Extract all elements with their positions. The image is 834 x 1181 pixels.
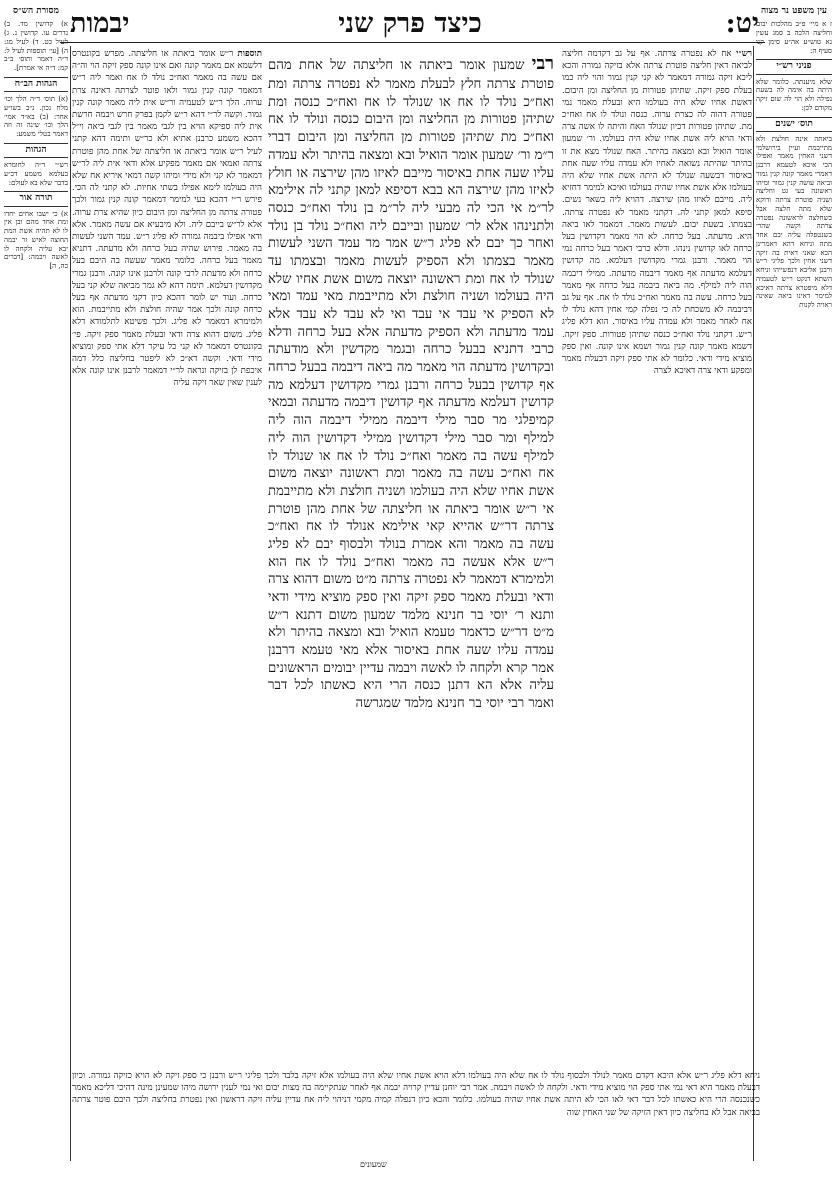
tractate-title: יבמות	[70, 8, 130, 39]
tosafot-yeshanim-text: ביאתה אינה חולצת ולא מתייבמת ועיין בירושלמי דשני האחין מאמר ואפילו הכי איכא לטעמא דרבנן דאמרי מאמר קונה קנין גמור וביאה עושה קנין גמור ומיהו ראשונה בעי גט וחליצה ושניה פוטרת צרתה ודוקא שלא מתה חלצה אבל כשחלצה לראשונה נפטרה צרתה וקשה שהרי כשנטפלה עליה יבם אחד מתה וניחא דהא דאמרינן הכא שאני דאית בה זיקה דשני אחין ולכך פליגי ר״ש ורבנן אליבא דנפשייהו וניחא השתא דנקט ר״ש לטעמיה דלא מיפטרא צרתה דאיכא למימר דאינו ביאה שאינה ראויה לקנות	[756, 134, 832, 309]
tosafot-text: ר״ש אומר ביאתה או חליצתה. מפרש בקונטרס דלשמא אם מאמר קונה ואם אינו קונה ספק זיקה הוי וה״ה אם עשה בה מאמר ואח״כ נולד לו אח ואמר ליה ר״ש דמאמר קונה קנין גמור ולאו פוטר לצרתה דאינה צרת ערוה. הלך ר״ש לטעמיה ור״ש אית ליה מאמר קונה קנין גמור. וקשה לר״י דהא ר״ש לקמן בפרק חרש ויבמה חרשת אית ליה ספיקא הויא בין לגבי מאמר בין לגבי ביאה וי״ל דהכא משמע כרבנן אתיא ולא כר״ש ותימה דהא קתני לעיל ר״ש אומר ביאתה או חליצתה של אחת מהן פוטרת צרתה ואמאי אם מאמר מפקיע אלא ודאי אית ליה לר״ש דמאמר לא קני ולא מידי ומיהו קשה דמאי איריא אח שלא היה בעולמו לימא אפילו בשתי אחיות. לא קתני לה הכי. פירש ר״י דהכא בעי למימר דמאמר קונה קנין גמור ולכך פטורה צרתה מן החליצה ומן היבום כיון שהיא צרת ערוה. אלא לר״ש בייבם ליה. ולא מיבעיא אם עשה מאמר. אלא ודאי אפילו ביבמה גמורה לא פליג ר״ש. עמד השני לעשות בה מאמר. פירוש שהיה בעל כרחה ולא מדעתה. דתניא מאמר בעל כרחה. כלומר מאמר שעשה בה היבם בעל כרחה ולא מדעתה לרבי קונה ולרבנן אינו קונה. ורבנן גמרי מקדושין דעלמא. תימה דהא לא גמר מביאה שלא קני בעל כרחה. ועוד יש לומר דהכא כיון דקני מדעתה אף בעל כרחה קונה ולכך אמר שהיה חולצת ולא מתייבמת. הוא ולמימרא דמאמר לא פליג. ולכך פשיטא לתלמודא דלא פליג. משום דהוא צרה ודאי ובעלת מאמר ספק זיקה. פי׳ בקונטרס דמאמר לא קני כל עיקר דלא אתי ספק ומוציא מידי ודאי. וקשה דא״כ לא ליפטר בחליצה כלל דמה איכפת לן בזיקה ונראה לר״י דמאמר לרבנן אינו קונה אלא לענין שאין שאר זיקה עליה	[72, 49, 262, 389]
bottom-commentary: ניחא דלא פליג ר״ש אלא היכא דקדם מאמר לנולד ולבסוף נולד לו אח שלא היה בעולמו דלא הויא אשת אחיו שלא היה בעולמו אלא זיקה בלבד ולכך פליגי ר״ש ורבנן כי ספק זיקה לא הויא כזיקה גמורה. וכיון דבעלת מאמר היא דאי נמי אתי ספק הוי מוציא מידי ודאי. ולקחה לו לאשה ויבמה. אמר רבי יוחנן עדיין קרויה יבמה אף לאחר שנתקיימה בה מצות יבום ואי נמי לענין ירושה מיהו שמעינן מינה דהיכי דליכא מאמר כשנכנסה הרי היא כאשתו לכל דבר דאי לאו הכי לא היתה אשת אחיו שהיה בעולמו. כלומר והכא כיון דנפלה קמיה מקמי דניהוי ליה אח עדיין עליה זיקה דראשון ואין נפטרת בחליצה ולכך היבם פוטר צרתה בביאה אבל לא בחליצה כיון דאין הזיקה של שני האחין שוה	[72, 1071, 760, 1118]
gemara-text-block	[268, 52, 554, 1062]
hagahot-habach-title: הגהות הב״ח	[4, 77, 68, 92]
ein-mishpat-title: עין משפט נר מצוה	[760, 6, 828, 16]
hagahot-habach-text: (א) תוס׳ ד״ה הלך וכו׳ מלח נכון. נ״ב בשו״ע אחר: (ב) בא״ד אמי׳ הלך וכו׳ שינה זה וזה דאמר בטלי משמע:	[4, 95, 68, 138]
hagahot-title: הגהות	[4, 143, 68, 158]
rashi-title: רש״י	[736, 49, 752, 59]
mesoret-hashas-title: מסורת הש״ס	[13, 6, 59, 16]
ein-mishpat-column	[756, 6, 832, 310]
rashi-commentary	[562, 48, 752, 1098]
tosafot-commentary	[72, 48, 262, 1098]
torah-or-text: א) כי ישבו אחים יחדו ומת אחד מהם ובן אין לו לא תהיה אשת המת החוצה לאיש זר יבמה יבא עליה ולקחה לו לאשה ויבמה: [דברים כה, ה]	[4, 209, 68, 270]
chapter-title: כיצד פרק שני	[338, 8, 482, 39]
ein-mishpat-text: ז א מיי׳ פ״ב מהלכות יבום וחליצה הלכה ב סמג עשין נא טוש״ע אה״ע סימן קנו סעיף ה:	[756, 20, 832, 55]
tosafot-title: תוספות	[237, 49, 262, 59]
pninei-rashi-title: פניני רש״י	[756, 59, 832, 74]
mesoret-hashas-text: א) קדושין מד. ב) נדרים עו. קדושין נ. ג) לעיל כט. ד) לעיל מג: ה) [עי׳ תוספות לעיל ל: ד״ה דאמר ותוס׳ ב״ב קמ: ד״ה אי אמרת].	[4, 20, 68, 72]
mesoret-hashas-column	[4, 6, 68, 271]
hagahot-text: רש״י ד״ה לחומרא בעלמא משמע דכ״ע בדבר שלא בא לעולם:	[4, 161, 68, 187]
torah-or-title: תורה אור	[4, 191, 68, 206]
page-header	[60, 8, 765, 43]
folio-number: יט:	[725, 8, 759, 39]
column-divider	[70, 46, 71, 1161]
pninei-rashi-text: שלא מיענתה. כלומר שלא היתה בה אימה לה בשעת נפילה ולא הוי לה שום זיקה מקודם לכן:	[756, 77, 832, 112]
gemara-sub-text: ותנא ר׳ יוסי בר חנינא מלמד שמעון משום דתנא ר״ש מ״ט דר״ש כדאמר טעמא הואיל ובא ומצאה בהיתר ולא עמדה עליו שעה אחת באיסור אלא מאי טעמא דרבנן אמר קרא ולקחה לו לאשה ויבמה עדיין יבומים הראשונים עליה אלא הא דתנן כנסה הרי היא כאשתו לכל דבר ואמר רבי יוסי בר חנינא מלמד שמגרשה	[268, 607, 554, 712]
printer-signature: שמעונים	[360, 1160, 387, 1169]
tosafot-yeshanim-title: תוס׳ ישנים	[756, 117, 832, 132]
column-divider	[753, 46, 754, 1161]
gemara-opening-word: רבי	[531, 53, 554, 74]
gemara-text: שמעון אומר ביאתה או חליצתה של אחת מהם פוטרת צרתה חלץ לבעלת מאמר לא נפטרה צרתה ומת ואח״כ נולד לו אח או שנולד לו אח ואח״כ כנסה ומת שתיהן פטורות מן החליצה ומן היבום כנסה ונולד לו אח ואח״כ מת שתיהן פטורות מן החליצה ומן היבום דברי ר״מ ור׳ שמעון אומר הואיל ובא ומצאה בהיתר ולא עמדה עליו שעה אחת באיסור מייבם לאיזו מהן שירצה או חולץ לאיזו מהן שירצה הא בבא דסיפא למאן קתני לה אילימא לר״מ אי הכי לה מבעי ליה לר״מ בן נולד ואח״כ כנסה ולתנינהו אלא לר׳ שמעון ובייבם ליה ואח״כ נולד בן נולד ואחר כך יבם לא פליג ר״ש אמר מר עמד השני לעשות מאמר בצמתו ולא הספיק לעשות מאמר ובצמתו עד שנולד לו אח ומת ראשונה יוצאה משום אשת אחיו שלא היה בעולמו ושניה חולצת ולא מתייבמת מאי עמד ומאי לא הספיק אי עבד אי עבד ואי לא עבד לא עבד אלא עמד מדעתה ולא הספיק מדעתה אלא בעל כרחה ודלא כרבי דתניא בבעל כרחה ובגמר מקדשין ולא מודעתה ובקדושין מדעתה הוי מאמר מה ביאה דיבמה בבעל כרחה אף קדושין בבעל כרחה ורבנן גמרי מקדושין דעלמא מה קדושין דעלמא מדעתה אף קדושין דיבמה מדעתה ובמאי קמיפלגי מר סבר מילי דיבמה ממילי דיבמה הוה ליה למילף ומר סבר מילי דקדושין ממילי דקדושין הוה ליה למילף עשה בה מאמר ואח״כ נולד לו אח או שנולד לו אח ואח״כ עשה בה מאמר ומת ראשונה יוצאה משום אשת אחיו שלא היה בעולמו ושניה חולצת ולא מתייבמת אי ר״ש אומר ביאתה או חליצתה של אחת מהן פוטרת צרתה דר״ש אהייא קאי אילימא אנולד לו אח ואח״כ עשה בה מאמר והא אמרת בנולד ולבסוף יבם לא פליג ר״ש אלא אעשה בה מאמר ואח״כ נולד לו אח הוא ולמימרא דמאמר לא נפטרה צרתה מ״ט משום דהוא צרה ודאי ובעלת מאמר ספק זיקה ואין ספק מוציא מידי ודאי	[268, 58, 554, 606]
rashi-text: אח לא נפטרה צרתה. אף על גב דקדמה חליצה לביאה דאין חליצה פוטרת צרתה אלא בזיקה גמורה והכא ליכא זיקה גמורה דמאמר לא קני קנין גמור והוי ליה כמו בעלת ספק זיקה. שתיהן פטורות מן החליצה ומן היבום. דאשת אחיו שלא היה בעולמו היא ובעלת מאמר נמי פטורה דהוה לה כצרת ערוה. כנסה ונולד לו אח ואח״כ מת. שתיהן פטורות דכיון שנולד האח והיתה לו אשה צרה ודאי הויא ליה אשת אחיו שלא היה בעולמו. ור׳ שמעון אומר הואיל ובא ומצאה בהיתר. האח שנולד מצא את זו בהיתר שהיתה נשואה לאחיו ולא עמדה עליו שעה אחת באיסור דבשעה שנולד לא היתה אשת אחיו שלא היה בעולמו אלא אשת אחיו שהיה בעולמו ואיכא למימר דחזיא ליה. מייבם לאיזו מהן שירצה. דהויא ליה כשאר נשים. סיפא למאן קתני לה. דקתני מאמר לא נפטרה צרתה. בצמתו. בשעת יבום. לעשות מאמר. דמאמר לאו ביאה היא. מדעתה. בעל כרחה. לא הוי מאמר דקדושין בעל כרחה לאו קדושין נינהו. ודלא כרבי דאמר בעל כרחה נמי הוי מאמר. ורבנן גמרי מקדושין דעלמא. מה קדושין דעלמא מדעתה אף מאמר דיבמה מדעתה. ממילי דיבמה הוה ליה למילף. מה ביאה ביבמה בעל כרחה אף מאמר בעל כרחה. עשה בה מאמר ואח״כ נולד לו אח. אף על גב דביבמה לא משכחת לה כי נפלה קמי אחין דהא נולד לו אח לאחר מאמר ולא עמדה עליו באיסור. הוא דלא פליג ר״ש. דקתני נולד ואח״כ כנסה שתיהן פטורות. ספק זיקה. דשמא מאמר קונה קנין גמור ושמא אינו קונה. ואין ספק מוציא מידי ודאי. כלומר לא אתי ספק זיקה דבעלת מאמר ומפקע ודאי צרה דאיכא לצרה	[562, 49, 752, 377]
